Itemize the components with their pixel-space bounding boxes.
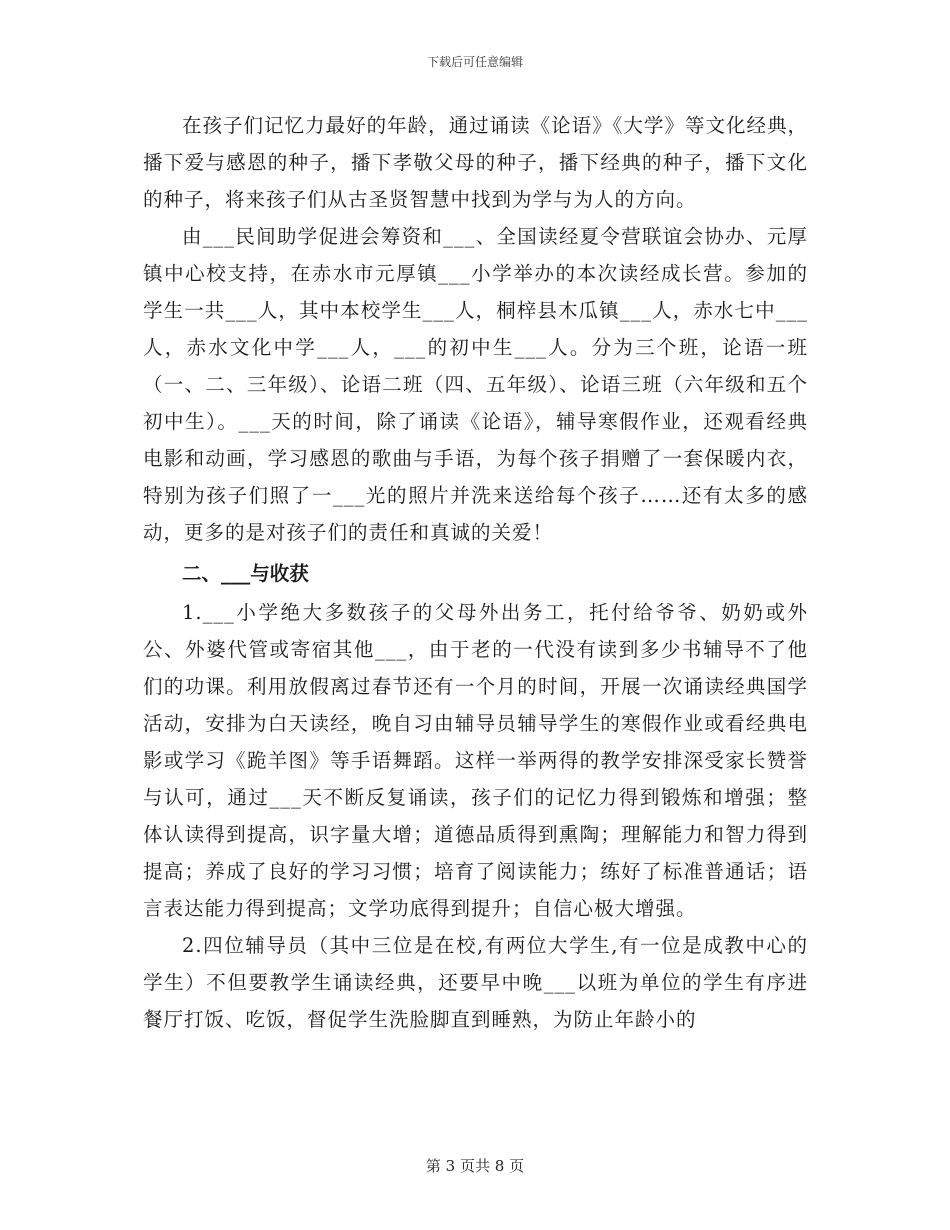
paragraph-intro: 在孩子们记忆力最好的年龄，通过诵读《论语》《大学》等文化经典，播下爱与感恩的种子，播下孝敬父母的种子，播下经典的种子，播下文化的种子，将来孩子们从古圣贤智慧中找到为学与为人的方向。 bbox=[143, 114, 808, 211]
section-heading: 二、___与收获 bbox=[182, 562, 309, 585]
document-body bbox=[143, 107, 808, 1038]
paragraph-point-2: 2.四位辅导员（其中三位是在校,有两位大学生,有一位是成教中心的学生）不但要教学生诵读经典，还要早中晚___以班为单位的学生有序进餐厅打饭、吃饭，督促学生洗脸脚直到睡熟，为防止年龄小的 bbox=[143, 934, 808, 1031]
paragraph-camp-details: 由___民间助学促进会筹资和___、全国读经夏令营联谊会协办、元厚镇中心校支持，在赤水市元厚镇___小学举办的本次读经成长营。参加的学生一共___人，其中本校学生___人，桐梓县木瓜镇___人，赤水七中___人，赤水文化中学___人，___的初中生___人。分为三个班，论语一班（一、二、三年级）、论语二班（四、五年级）、论语三班（六年级和五个初中生）。___天的时间，除了诵读《论语》，辅导寒假作业，还观看经典电影和动画，学习感恩的歌曲与手语，为每个孩子捐赠了一套保暖内衣，特别为孩子们照了一___光的照片并洗来送给每个孩子……还有太多的感动，更多的是对孩子们的责任和真诚的关爱！ bbox=[143, 225, 808, 544]
page-number: 第 3 页共 8 页 bbox=[425, 1157, 525, 1175]
paragraph-point-1: 1.___小学绝大多数孩子的父母外出务工，托付给爷爷、奶奶或外公、外婆代管或寄宿其他___，由于老的一代没有读到多少书辅导不了他们的功课。利用放假离过春节还有一个月的时间，开展一次诵读经典国学活动，安排为白天读经，晚自习由辅导员辅导学生的寒假作业或看经典电影或学习《跪羊图》等手语舞蹈。这样一举两得的教学安排深受家长赞誉与认可，通过___天不断反复诵读，孩子们的记忆力得到锻炼和增强；整体认读得到提高，识字量大增；道德品质得到熏陶；理解能力和智力得到提高；养成了良好的学习习惯；培育了阅读能力；练好了标准普通话；语言表达能力得到提高；文学功底得到提升；自信心极大增强。 bbox=[143, 601, 808, 920]
page-header: 下载后可任意编辑 bbox=[426, 55, 523, 69]
